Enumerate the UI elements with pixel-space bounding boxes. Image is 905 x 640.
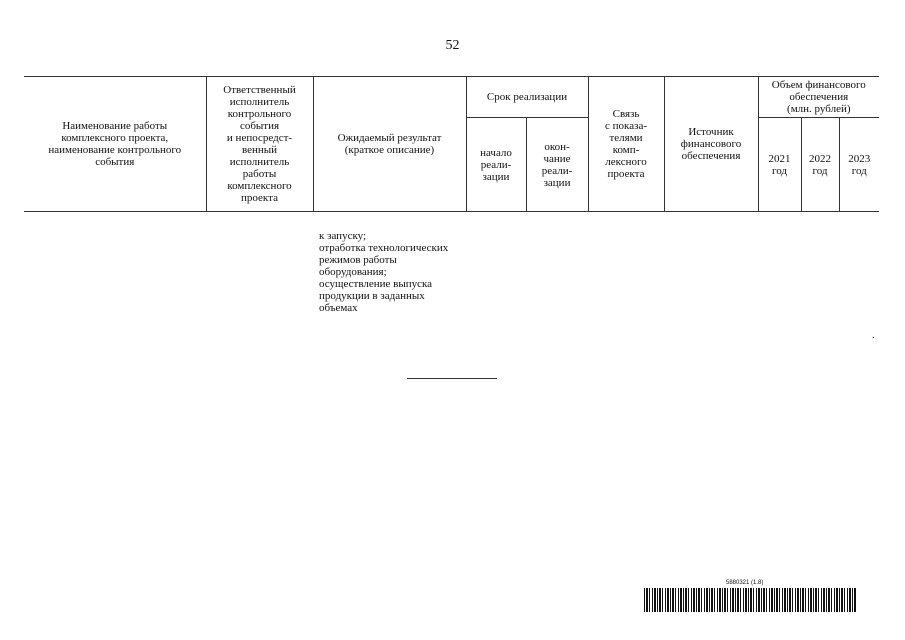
header-period-text: Срок реализации: [486, 91, 568, 103]
page-number: 52: [445, 38, 460, 53]
header-name: [24, 77, 206, 212]
header-link-text: Связь с показа- телями комп- лексного проекта: [605, 108, 647, 180]
header-year-2023: [839, 118, 879, 212]
header-period-start: [466, 118, 526, 212]
header-result: [313, 77, 466, 212]
footnote-separator-line: [407, 378, 497, 379]
header-responsible: [206, 77, 313, 212]
header-responsible-text: Ответственный исполнитель контрольного события и непосредст- венный исполнитель работы комплексного проекта: [223, 84, 296, 204]
header-table: [24, 76, 879, 212]
barcode-label: 5880321 (1.8): [726, 580, 764, 586]
expected-result-continuation: к запуску; отработка технологических режимов работы оборудования; осуществление выпуска продукции в заданных объемах: [319, 230, 449, 314]
header-year-2022-text: 2022 год: [809, 152, 832, 177]
header-year-2021-text: 2021 год: [768, 152, 791, 177]
header-result-text: Ожидаемый результат (краткое описание): [337, 132, 442, 156]
header-period: [466, 77, 588, 118]
header-source-text: Источник финансового обеспечения: [680, 126, 742, 162]
header-name-text: Наименование работы комплексного проекта, наименование контрольного события: [48, 120, 182, 168]
header-period-end: [526, 118, 588, 212]
header-volume-text: Объем финансового обеспечения (млн. рублей): [771, 79, 866, 115]
dot-mark: .: [872, 330, 875, 341]
header-volume: [758, 77, 879, 118]
header-period-end-text: окон- чание реали- зации: [541, 140, 573, 189]
header-period-start-text: начало реали- зации: [480, 146, 512, 183]
header-year-2022: [801, 118, 839, 212]
header-year-2021: [758, 118, 801, 212]
barcode-icon: [644, 588, 857, 612]
header-source: [664, 77, 758, 212]
header-year-2023-text: 2023 год: [848, 152, 871, 177]
header-link: [588, 77, 664, 212]
